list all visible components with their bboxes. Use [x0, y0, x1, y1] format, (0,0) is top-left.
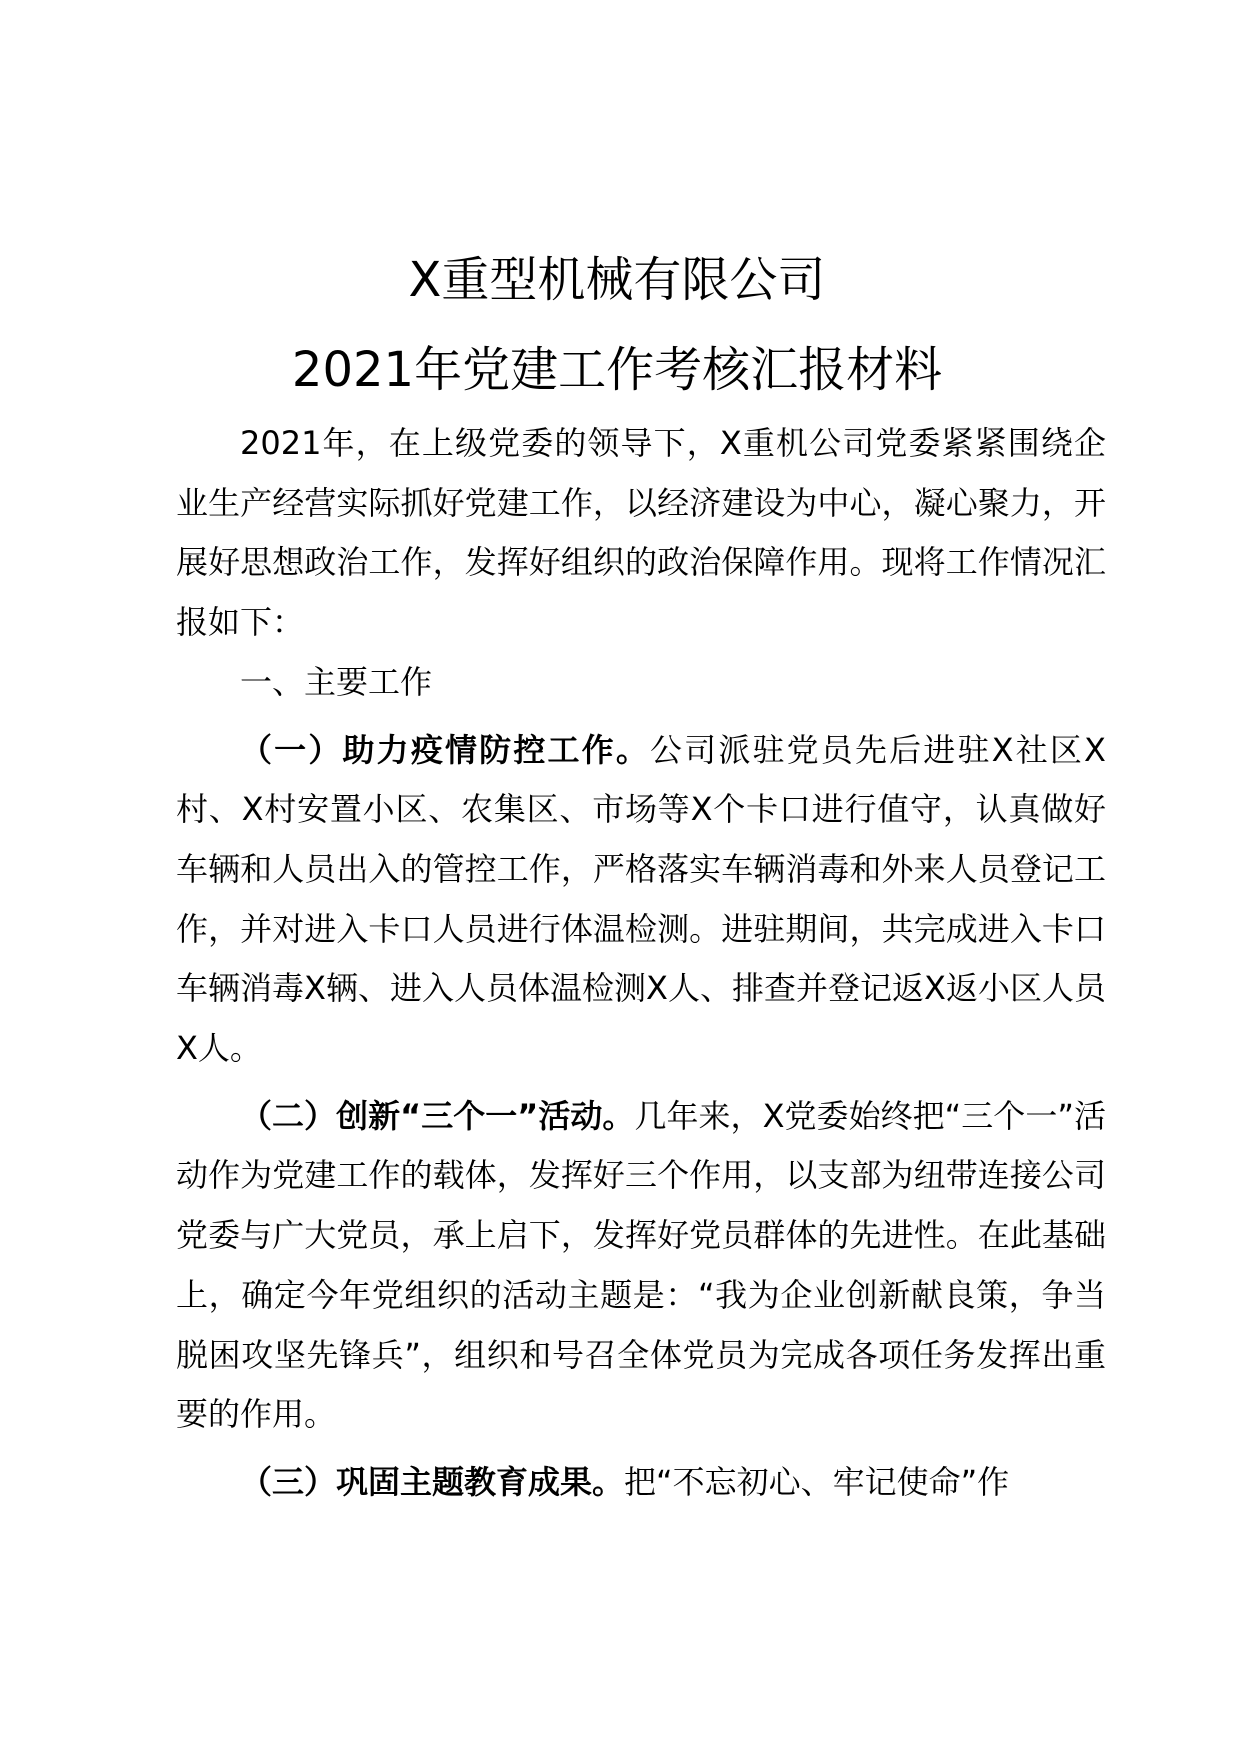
document-title-line2: 2021年党建工作考核汇报材料 — [291, 342, 943, 398]
section-lead-3: （三）巩固主题教育成果。 — [240, 1462, 625, 1501]
section-text-2: 几年来，X党委始终把“三个一”活动作为党建工作的载体，发挥好三个作用，以支部为纽带连接公司党委与广大党员，承上启下，发挥好党员群体的先进性。在此基础上，确定今年党组织的活动主题是：“我为企业创新献良策，争当脱困攻坚先锋兵”，组织和号召全体党员为完成各项任务发挥出重要的作用。 — [176, 1096, 1106, 1434]
intro-paragraph: 2021年，在上级党委的领导下，X重机公司党委紧紧围绕企业生产经营实际抓好党建工作，以经济建设为中心，凝心聚力，开展好思想政治工作，发挥好组织的政治保障作用。现将工作情况汇报如下： — [176, 424, 1106, 642]
section-text-3: 把“不忘初心、牢记使命”作 — [624, 1462, 1010, 1501]
document-body — [176, 414, 1106, 1513]
section-text-1: 公司派驻党员先后进驻X社区X村、X村安置小区、农集区、市场等X个卡口进行值守，认真做好车辆和人员出入的管控工作，严格落实车辆消毒和外来人员登记工作，并对进入卡口人员进行体温检测。进驻期间，共完成进入卡口车辆消毒X辆、进入人员体温检测X人、排查并登记返X返小区人员X人。 — [176, 730, 1106, 1068]
section-paragraph-1 — [176, 721, 1106, 1079]
section-lead-1: （一）助力疫情防控工作。 — [240, 730, 650, 769]
section-paragraph-2 — [176, 1087, 1106, 1445]
section-paragraph-3 — [176, 1453, 1106, 1513]
document-title-line1: X重型机械有限公司 — [408, 252, 826, 308]
section-heading: 一、主要工作 — [240, 662, 433, 701]
section-lead-2: （二）创新“三个一”活动。 — [240, 1096, 635, 1135]
